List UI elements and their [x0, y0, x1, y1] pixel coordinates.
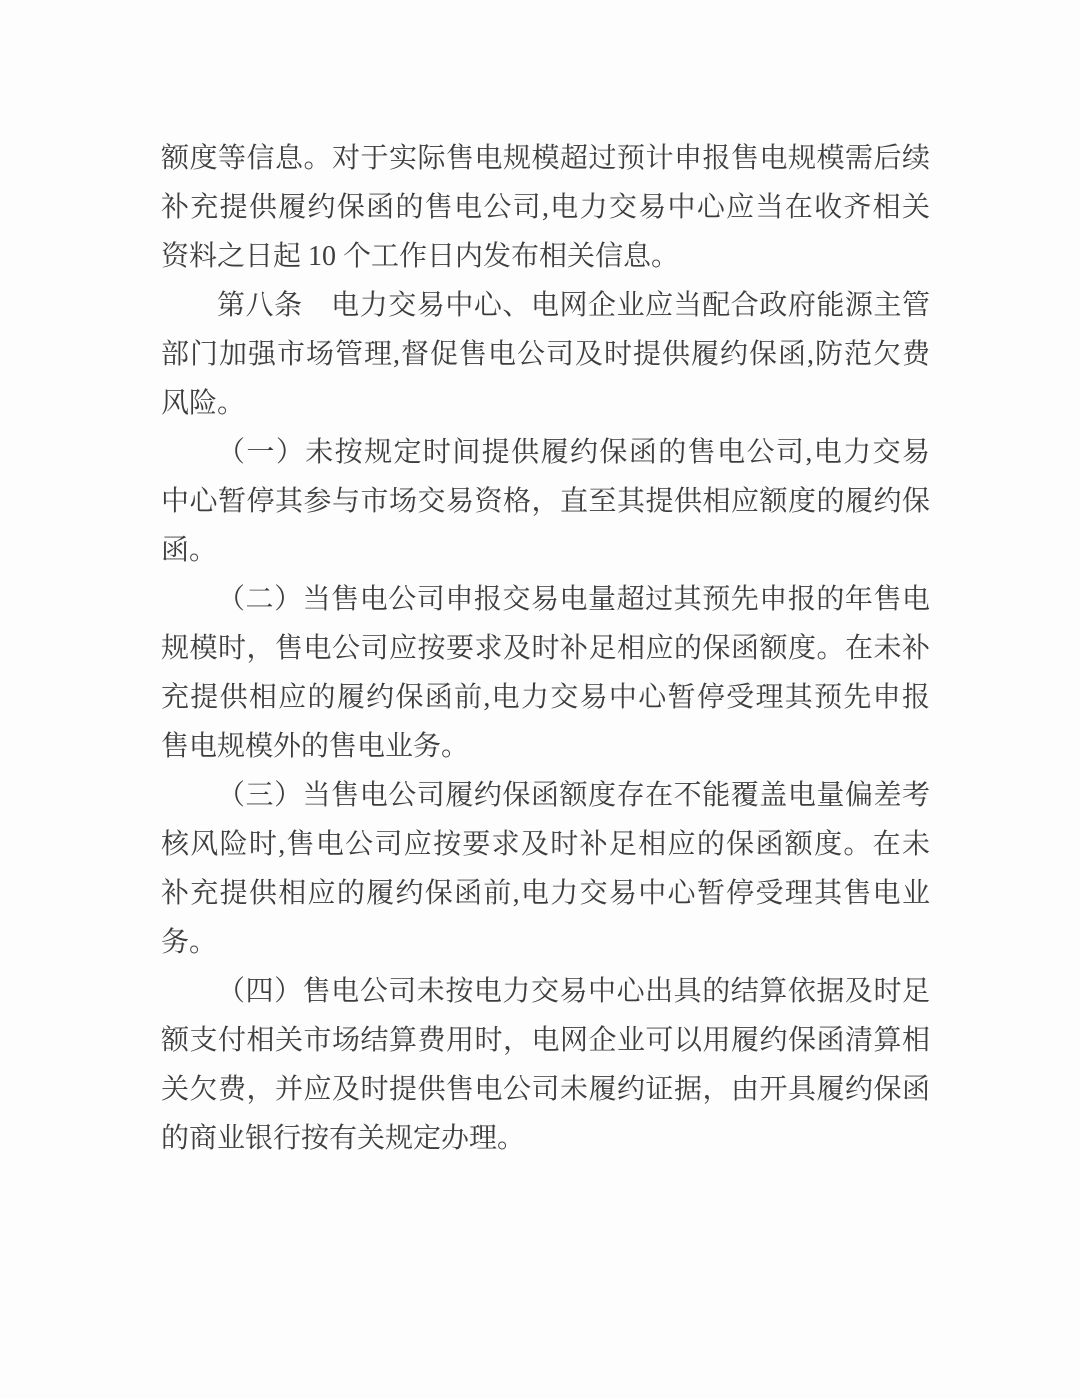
text-line: 充提供相应的履约保函前,电力交易中心暂停受理其预先申报	[161, 682, 930, 713]
text-line: 中心暂停其参与市场交易资格，直至其提供相应额度的履约保	[161, 486, 930, 517]
text-line: 额度等信息。对于实际售电规模超过预计申报售电规模需后续	[161, 143, 930, 174]
text-line: 资料之日起 10 个工作日内发布相关信息。	[161, 241, 680, 272]
text-line: 售电规模外的售电业务。	[161, 731, 470, 762]
text-line: 补充提供履约保函的售电公司,电力交易中心应当在收齐相关	[161, 192, 930, 223]
text-line: 务。	[161, 927, 218, 958]
text-line: （三）当售电公司履约保函额度存在不能覆盖电量偏差考	[217, 780, 930, 811]
text-line: 部门加强市场管理,督促售电公司及时提供履约保函,防范欠费	[161, 339, 930, 370]
text-line: 核风险时,售电公司应按要求及时补足相应的保函额度。在未	[161, 829, 930, 860]
text-line: 规模时，售电公司应按要求及时补足相应的保函额度。在未补	[161, 633, 930, 664]
text-line: 第八条 电力交易中心、电网企业应当配合政府能源主管	[217, 290, 930, 321]
text-line: 关欠费，并应及时提供售电公司未履约证据，由开具履约保函	[161, 1074, 930, 1105]
text-line: 风险。	[161, 388, 246, 419]
text-line: 额支付相关市场结算费用时，电网企业可以用履约保函清算相	[161, 1025, 930, 1056]
paragraph	[161, 967, 930, 1163]
paragraph	[161, 575, 930, 771]
document-text-block	[161, 134, 930, 1163]
paragraph	[161, 281, 930, 428]
text-line: （一）未按规定时间提供履约保函的售电公司,电力交易	[217, 437, 930, 468]
text-line: 补充提供相应的履约保函前,电力交易中心暂停受理其售电业	[161, 878, 930, 909]
text-line: （二）当售电公司申报交易电量超过其预先申报的年售电	[217, 584, 930, 615]
text-line: （四）售电公司未按电力交易中心出具的结算依据及时足	[217, 976, 930, 1007]
paragraph	[161, 134, 930, 281]
paragraph	[161, 428, 930, 575]
paragraph	[161, 771, 930, 967]
text-line: 的商业银行按有关规定办理。	[161, 1123, 526, 1154]
text-line: 函。	[161, 535, 218, 566]
